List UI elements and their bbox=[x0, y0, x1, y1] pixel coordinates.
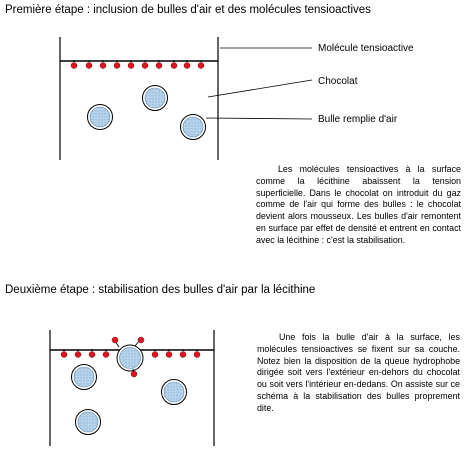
bubble bbox=[88, 105, 113, 130]
bubble bbox=[76, 410, 101, 435]
surfactant-head bbox=[75, 352, 81, 358]
stabilized-bubble bbox=[112, 337, 144, 377]
surfactant-head bbox=[152, 352, 158, 358]
bubble bbox=[162, 380, 187, 405]
surfactant-head bbox=[86, 63, 92, 69]
surfactant-head bbox=[138, 337, 144, 343]
surfactant-head bbox=[103, 352, 109, 358]
bubble bbox=[143, 86, 168, 111]
bubble bbox=[72, 365, 97, 390]
step1-title: Première étape : inclusion de bulles d'air et des molécules tensioactives bbox=[5, 4, 371, 16]
surfactant-head bbox=[184, 63, 190, 69]
label-chocolate: Chocolat bbox=[318, 76, 358, 87]
step2-title: Deuxième étape : stabilisation des bulles d'air par la lécithine bbox=[5, 284, 316, 296]
surfactant-head bbox=[89, 352, 95, 358]
surfactant-head bbox=[156, 63, 162, 69]
surfactant-head bbox=[114, 63, 120, 69]
leader-line-bubble bbox=[206, 118, 312, 119]
surfactant-head bbox=[71, 63, 77, 69]
surfactant-head bbox=[171, 63, 177, 69]
leader-line-chocolate bbox=[208, 80, 312, 97]
surfactant-head bbox=[142, 63, 148, 69]
label-surfactant: Molécule tensioactive bbox=[318, 43, 414, 54]
surfactant-head bbox=[128, 63, 134, 69]
surfactant-head bbox=[180, 352, 186, 358]
surfactant-head bbox=[166, 352, 172, 358]
surfactant-head bbox=[198, 63, 204, 69]
step2-description: Une fois la bulle d'air à la surface, les molécules tensioactives se fixent sur sa couche. Notez bien la disposition de la queue hydrophobe dirigée soit vers l'extérieur en-dehors du chocolat ou soit vers l'intérieur en-dedans. On assiste sur ce schéma à la stabilisation des bulles proprement dite. bbox=[257, 332, 460, 413]
surfactant-head bbox=[112, 337, 118, 343]
surfactant-head bbox=[61, 352, 67, 358]
surfactant-head bbox=[194, 352, 200, 358]
bubble bbox=[181, 115, 206, 140]
step1-description: Les molécules tensioactives à la surface comme la lécithine abaissent la tension superficielle. Dans le chocolat on introduit du gaz comme de l'air qui forme des bulles : le chocolat devient alors mousseux. Les bulles d'air remontent en surface par effet de densité et entrent en contact avec la lécithine : c'est la stabilisation. bbox=[256, 164, 461, 245]
label-bubble: Bulle remplie d'air bbox=[318, 114, 398, 125]
surfactant-head bbox=[100, 63, 106, 69]
diagram-1 bbox=[60, 37, 414, 160]
diagram-2 bbox=[50, 330, 214, 446]
surfactant-head bbox=[131, 371, 137, 377]
